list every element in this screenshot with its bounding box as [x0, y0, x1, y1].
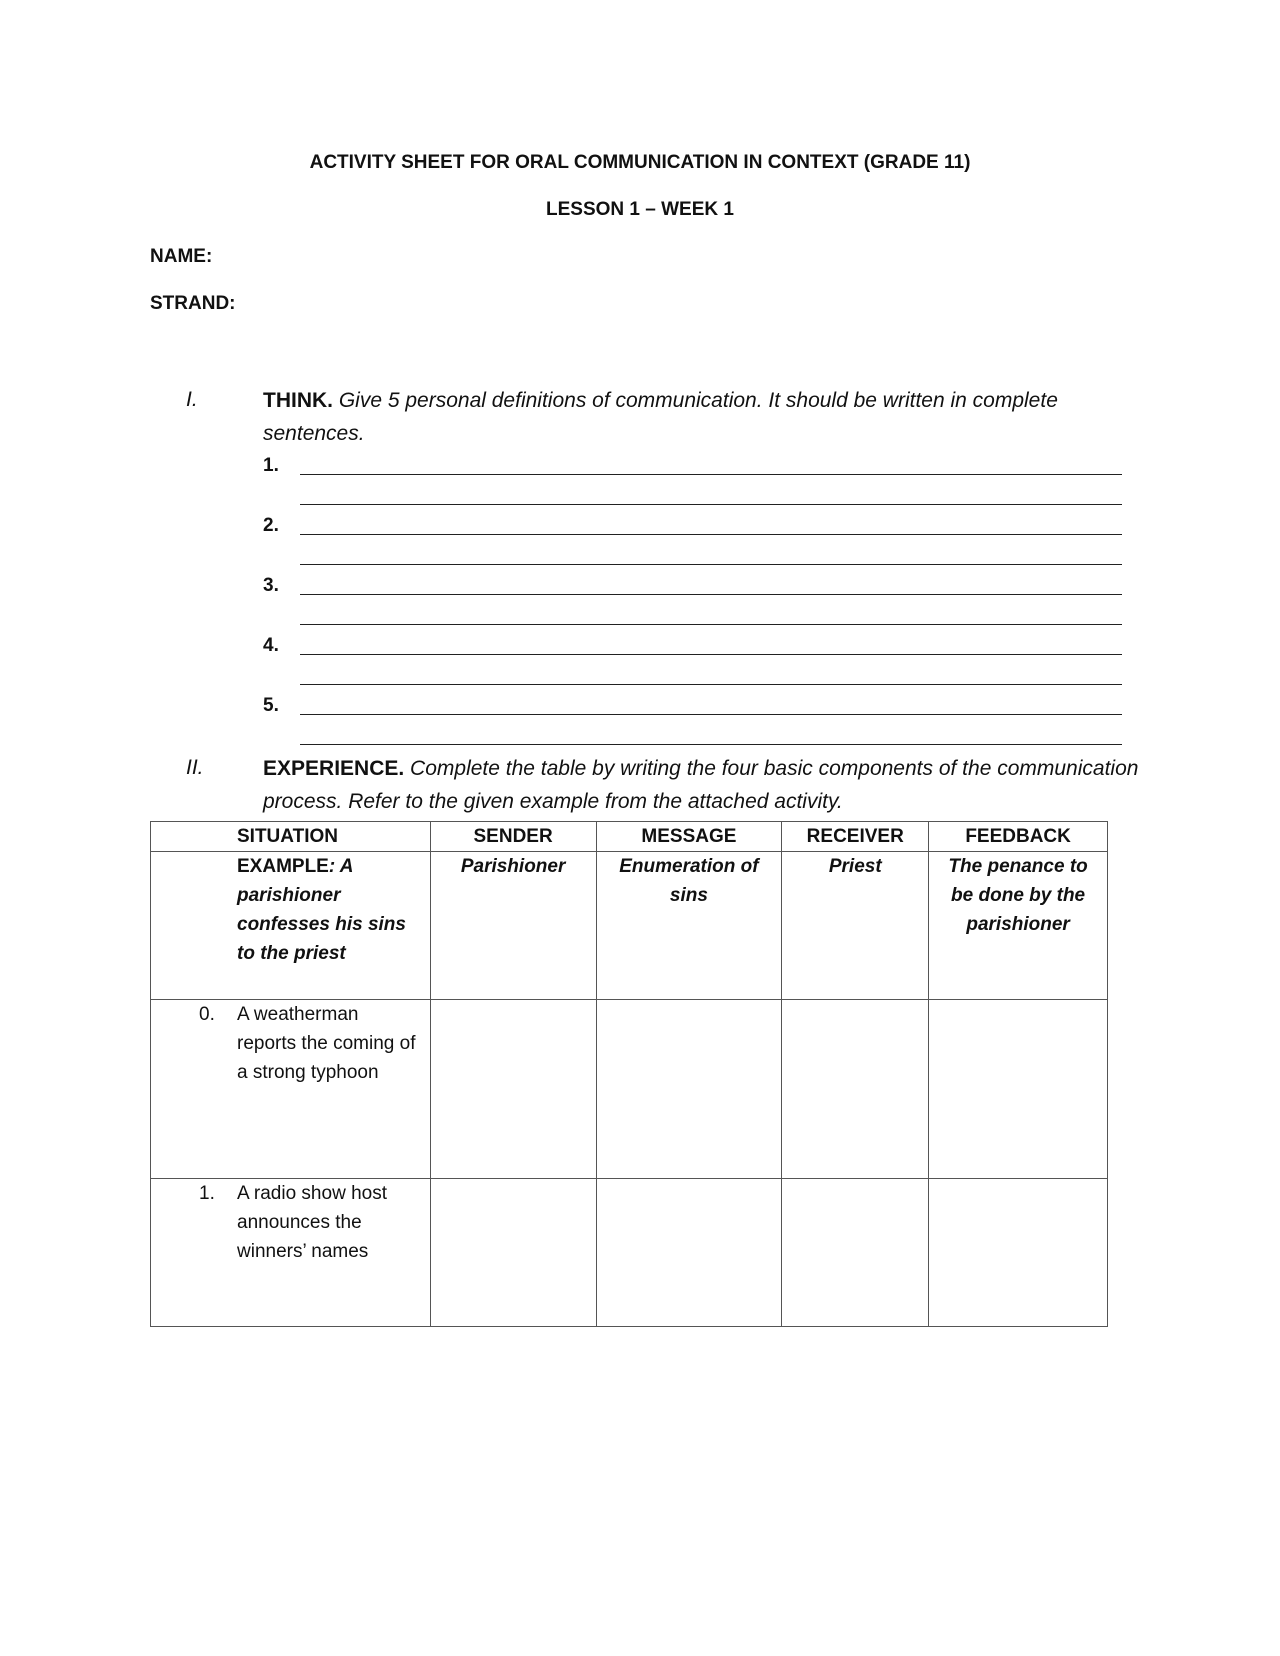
row-marker: 0.	[199, 1004, 215, 1025]
section-2-numeral: II.	[186, 756, 204, 779]
section-2-lead: EXPERIENCE.	[263, 757, 405, 780]
header-message: MESSAGE	[596, 822, 782, 852]
answer-line[interactable]	[300, 684, 1122, 685]
answer-number-2: 2.	[263, 515, 279, 536]
answer-line[interactable]	[300, 594, 1122, 595]
table-header-row	[151, 822, 1108, 852]
header-feedback: FEEDBACK	[929, 822, 1108, 852]
answer-line[interactable]	[300, 744, 1122, 745]
page-title: ACTIVITY SHEET FOR ORAL COMMUNICATION IN CONTEXT (GRADE 11)	[309, 152, 971, 173]
answer-line[interactable]	[300, 504, 1122, 505]
table-row-example	[151, 852, 1108, 1000]
situation-cell	[151, 1000, 431, 1179]
example-receiver: Priest	[782, 852, 929, 1000]
section-1-text: Give 5 personal definitions of communication. It should be written in complete sentences.	[263, 389, 1058, 445]
answer-number-1: 1.	[263, 455, 279, 476]
feedback-answer-cell[interactable]	[929, 1179, 1108, 1327]
message-answer-cell[interactable]	[596, 1179, 782, 1327]
answer-line[interactable]	[300, 474, 1122, 475]
components-table	[150, 821, 1108, 1327]
section-2-instruction	[263, 752, 1143, 818]
header-receiver: RECEIVER	[782, 822, 929, 852]
example-feedback: The penance to be done by the parishioner	[929, 852, 1108, 1000]
table-row	[151, 1000, 1108, 1179]
section-1-lead: THINK.	[263, 389, 333, 412]
row-marker: 1.	[199, 1183, 215, 1204]
example-situation-text: : A parishioner confesses his sins to the priest	[237, 856, 406, 964]
section-2-text: Complete the table by writing the four basic components of the communication process. Refer to the given example from the attached activity.	[263, 757, 1139, 813]
receiver-answer-cell[interactable]	[782, 1000, 929, 1179]
message-answer-cell[interactable]	[596, 1000, 782, 1179]
header-situation: SITUATION	[151, 822, 431, 852]
example-sender: Parishioner	[430, 852, 596, 1000]
section-1-instruction	[263, 384, 1143, 450]
example-lead: EXAMPLE	[237, 856, 329, 877]
answer-number-5: 5.	[263, 695, 279, 716]
sender-answer-cell[interactable]	[430, 1000, 596, 1179]
answer-number-4: 4.	[263, 635, 279, 656]
answer-line[interactable]	[300, 714, 1122, 715]
strand-label: STRAND:	[150, 293, 236, 314]
situation-text: A weatherman reports the coming of a strong typhoon	[237, 1004, 416, 1083]
sender-answer-cell[interactable]	[430, 1179, 596, 1327]
lesson-subtitle: LESSON 1 – WEEK 1	[546, 199, 734, 220]
receiver-answer-cell[interactable]	[782, 1179, 929, 1327]
answer-line[interactable]	[300, 534, 1122, 535]
answer-line[interactable]	[300, 624, 1122, 625]
example-situation	[151, 852, 431, 1000]
answer-number-3: 3.	[263, 575, 279, 596]
feedback-answer-cell[interactable]	[929, 1000, 1108, 1179]
name-label: NAME:	[150, 246, 213, 267]
situation-cell	[151, 1179, 431, 1327]
table-row	[151, 1179, 1108, 1327]
header-sender: SENDER	[430, 822, 596, 852]
answer-line[interactable]	[300, 564, 1122, 565]
answer-line[interactable]	[300, 654, 1122, 655]
section-1-numeral: I.	[186, 388, 198, 411]
situation-text: A radio show host announces the winners’ names	[237, 1183, 387, 1262]
example-message: Enumeration of sins	[596, 852, 782, 1000]
